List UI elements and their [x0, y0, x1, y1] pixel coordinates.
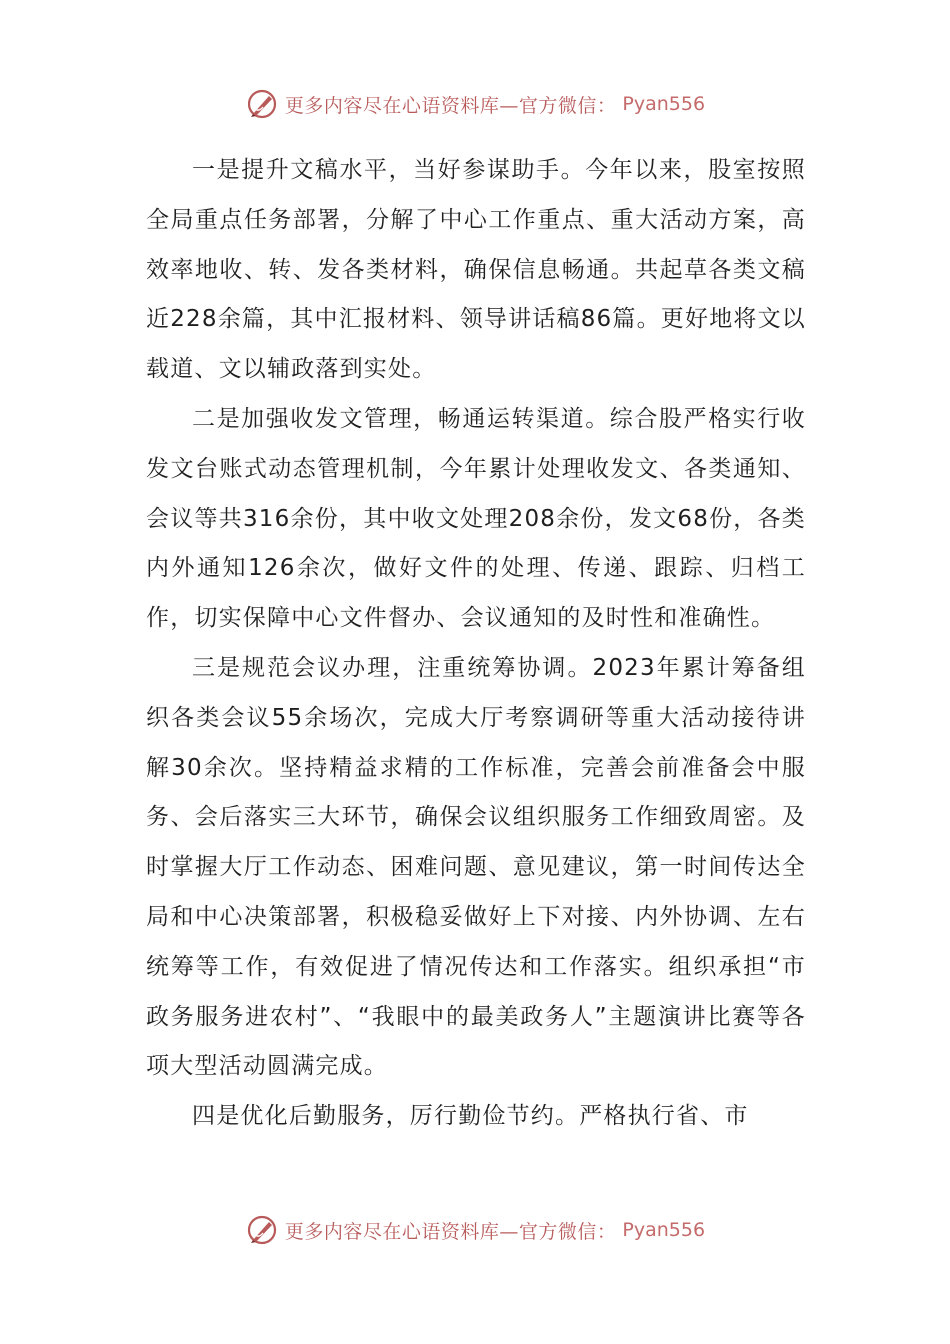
header-watermark — [0, 84, 950, 124]
paragraph-1: 一是提升文稿水平，当好参谋助手。今年以来，股室按照全局重点任务部署，分解了中心工作重点、重大活动方案，高效率地收、转、发各类材料，确保信息畅通。共起草各类文稿近228余篇，其中汇报材料、领导讲话稿86篇。更好地将文以载道、文以辅政落到实处。 — [146, 157, 806, 383]
watermark-wechat-id: Pyan556 — [622, 93, 706, 115]
footer-watermark — [0, 1210, 950, 1250]
watermark-wechat-id: Pyan556 — [622, 1219, 706, 1241]
pen-logo-icon — [245, 87, 279, 121]
watermark-text: 更多内容尽在心语资料库—官方微信： — [284, 94, 617, 117]
paragraph-4: 四是优化后勤服务，厉行勤俭节约。严格执行省、市 — [192, 1103, 749, 1130]
pen-logo-icon — [245, 1213, 279, 1247]
paragraph-3: 三是规范会议办理，注重统筹协调。2023年累计筹备组织各类会议55余场次，完成大厅考察调研等重大活动接待讲解30余次。坚持精益求精的工作标准，完善会前准备会中服务、会后落实三大环节，确保会议组织服务工作细致周密。及时掌握大厅工作动态、困难问题、意见建议，第一时间传达全局和中心决策部署，积极稳妥做好上下对接、内外协调、左右统筹等工作，有效促进了情况传达和工作落实。组织承担“市政务服务进农村”、“我眼中的最美政务人”主题演讲比赛等各项大型活动圆满完成。 — [146, 654, 806, 1080]
paragraph-2: 二是加强收发文管理，畅通运转渠道。综合股严格实行收发文台账式动态管理机制，今年累计处理收发文、各类通知、会议等共316余份，其中收文处理208余份，发文68份，各类内外通知126余次，做好文件的处理、传递、跟踪、归档工作，切实保障中心文件督办、会议通知的及时性和准确性。 — [146, 405, 806, 632]
watermark-text: 更多内容尽在心语资料库—官方微信： — [284, 1220, 617, 1243]
document-body — [146, 146, 806, 1142]
